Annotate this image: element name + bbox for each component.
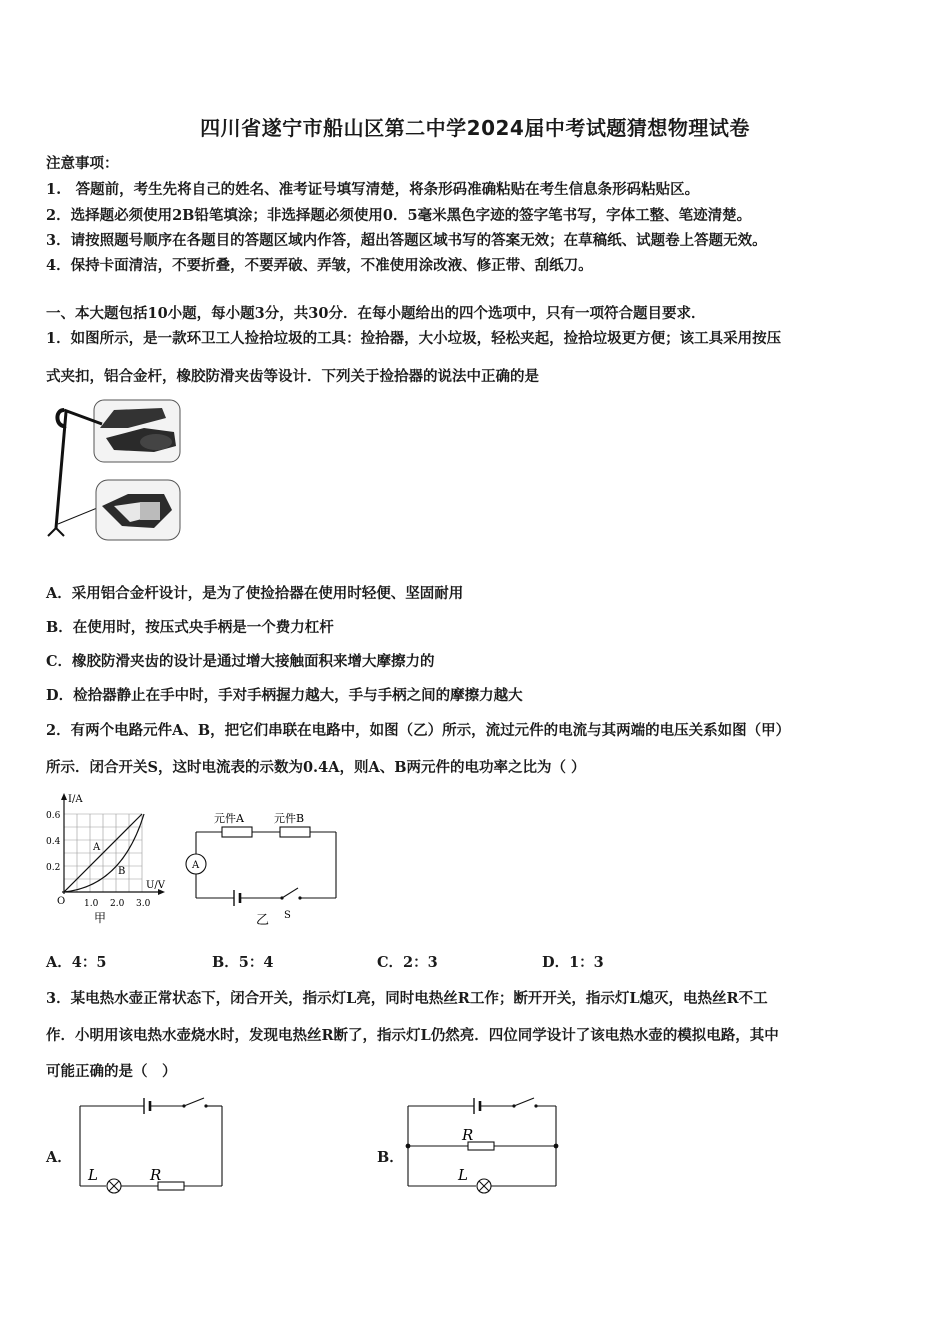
q2-stem-line2: 所示．闭合开关S，这时电流表的示数为0.4A，则A、B两元件的电功率之比为（ ） bbox=[46, 759, 586, 776]
page-title: 四川省遂宁市船山区第二中学2024届中考试题猜想物理试卷 bbox=[200, 116, 750, 140]
graph-label-a: A bbox=[93, 842, 101, 853]
graph-ylabel: I/A bbox=[68, 794, 83, 805]
q3-stem-line1: 3．某电热水壶正常状态下，闭合开关，指示灯L亮，同时电热丝R工作；断开开关，指示灯L熄灭，电热丝R不工 bbox=[46, 990, 768, 1007]
q1-option-d: D．检拾器静止在手中时，手对手柄握力越大，手与手柄之间的摩擦力越大 bbox=[46, 687, 523, 704]
graph-xtick: 2.0 bbox=[110, 899, 125, 909]
graph-caption: 甲 bbox=[94, 911, 107, 925]
q3-stem-line2: 作．小明用该电热水壶烧水时，发现电热丝R断了，指示灯L仍然亮．四位同学设计了该电热水壶的模拟电路，其中 bbox=[46, 1027, 779, 1044]
q3-option-b-circuit bbox=[402, 1094, 564, 1198]
element-a-label: 元件A bbox=[214, 812, 244, 825]
q3-option-a-label: A． bbox=[46, 1149, 72, 1166]
section-heading: 一、本大题包括10小题，每小题3分，共30分．在每小题给出的四个选项中，只有一项符合题目要求． bbox=[46, 305, 706, 322]
q1-stem-line2: 式夹扣，铝合金杆，橡胶防滑夹齿等设计．下列关于捡拾器的说法中正确的是 bbox=[46, 368, 539, 385]
q2-option-b: B．5：4 bbox=[212, 954, 274, 971]
graph-ytick: 0.4 bbox=[46, 837, 61, 847]
ammeter-label: A bbox=[192, 860, 200, 871]
q1-option-c: C．橡胶防滑夹齿的设计是通过增大接触面积来增大摩擦力的 bbox=[46, 653, 435, 670]
notice-item-3: 3．请按照题号顺序在各题目的答题区域内作答，超出答题区域书写的答案无效；在草稿纸、试题卷上答题无效。 bbox=[46, 232, 767, 249]
q2-option-c: C．2：3 bbox=[377, 954, 438, 971]
q2-option-d: D．1：3 bbox=[542, 954, 604, 971]
q2-stem-line1: 2．有两个电路元件A、B，把它们串联在电路中，如图（乙）所示，流过元件的电流与其两端的电压关系如图（甲） bbox=[46, 722, 791, 739]
q3-option-a-circuit bbox=[74, 1094, 230, 1198]
lamp-label: L bbox=[458, 1166, 468, 1184]
q1-option-b: B．在使用时，按压式央手柄是一个费力杠杆 bbox=[46, 619, 334, 636]
notice-item-1: 1. 答题前，考生先将自己的姓名、准考证号填写清楚，将条形码准确粘贴在考生信息条形码粘贴区。 bbox=[46, 181, 700, 198]
lamp-label: L bbox=[88, 1166, 98, 1184]
q1-stem-line1: 1．如图所示，是一款环卫工人捡拾垃圾的工具：捡拾器，大小垃圾，轻松夹起，捡拾垃圾更方便；该工具采用按压 bbox=[46, 330, 782, 347]
notice-item-4: 4．保持卡面清洁，不要折叠，不要弄破、弄皱，不准使用涂改液、修正带、刮纸刀。 bbox=[46, 257, 593, 274]
notice-heading: 注意事项： bbox=[46, 155, 119, 172]
resistor-label: R bbox=[150, 1166, 162, 1184]
graph-ytick: 0.6 bbox=[46, 811, 61, 821]
graph-origin: O bbox=[57, 896, 66, 907]
circuit-caption: 乙 bbox=[256, 913, 270, 928]
q1-option-a: A．采用铝合金杆设计，是为了使捡拾器在使用时轻便、坚固耐用 bbox=[46, 585, 464, 602]
graph-ytick: 0.2 bbox=[46, 863, 61, 873]
iv-graph bbox=[44, 788, 174, 928]
graph-label-b: B bbox=[118, 866, 126, 877]
grabber-tool-illustration bbox=[44, 398, 186, 544]
graph-xlabel: U/V bbox=[146, 880, 166, 891]
q2-option-a: A．4：5 bbox=[46, 954, 107, 971]
resistor-label: R bbox=[462, 1126, 474, 1144]
q3-stem-line3: 可能正确的是（ ） bbox=[46, 1063, 177, 1080]
graph-xtick: 1.0 bbox=[84, 899, 99, 909]
notice-item-2: 2．选择题必须使用2B铅笔填涂；非选择题必须使用0．5毫米黑色字迹的签字笔书写，字体工整、笔迹清楚。 bbox=[46, 207, 752, 224]
series-circuit-diagram bbox=[180, 800, 350, 930]
switch-label: S bbox=[284, 910, 291, 921]
q3-option-b-label: B． bbox=[377, 1149, 404, 1166]
graph-xtick: 3.0 bbox=[136, 899, 151, 909]
element-b-label: 元件B bbox=[274, 812, 305, 825]
